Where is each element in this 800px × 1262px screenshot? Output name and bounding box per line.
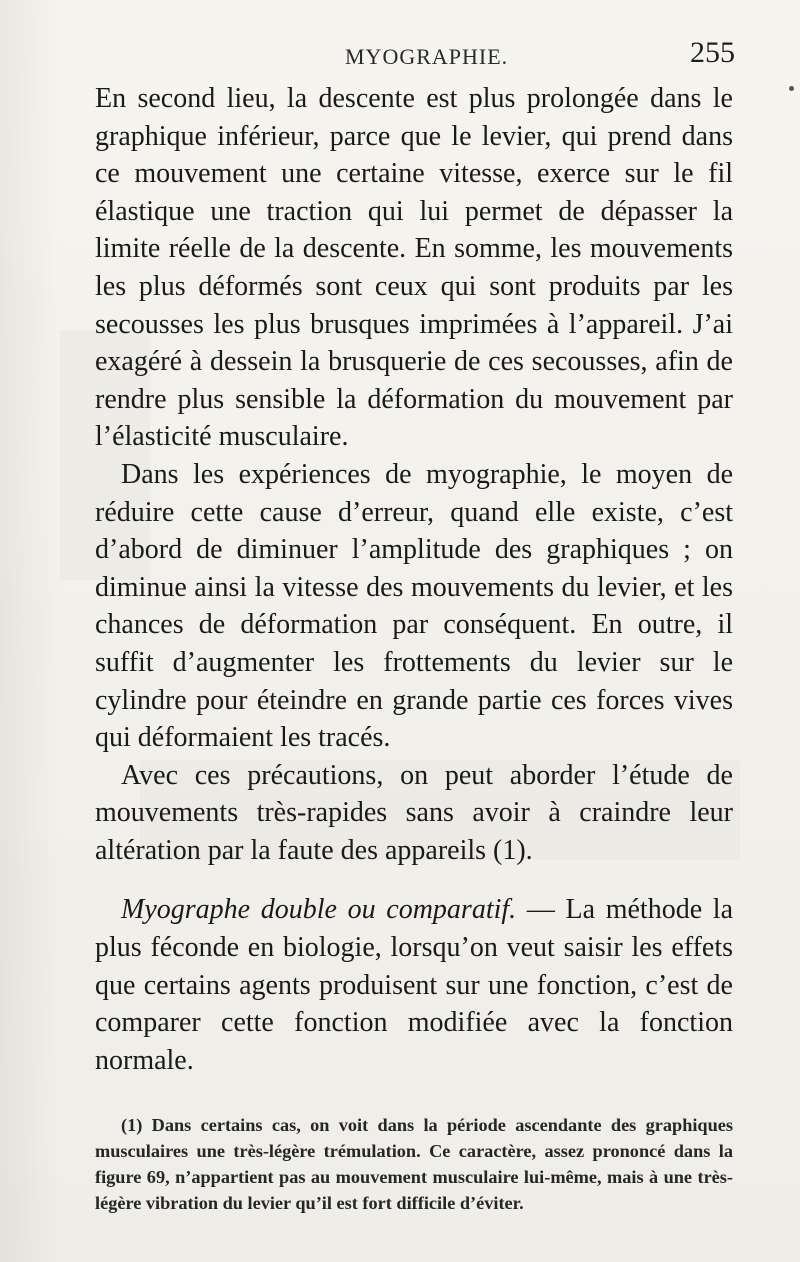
paragraph-2: Dans les expériences de myographie, le moyen de réduire cette cause d’erreur, quand elle existe, c’est d’abord de diminuer l’amplitude des graphiques ; on diminue ainsi la vitesse des mouvements du levier, et les chances de déformation par conséquent. En outre, il suffit d’augmenter les frottements du levier sur le cylindre pour éteindre en grande partie ces forces vives qui déformaient les tracés.	[95, 458, 733, 754]
footnote	[95, 1112, 733, 1216]
paragraph-3: Avec ces précautions, on peut aborder l’étude de mouvements très-rapides sans avoir à craindre leur altération par la faute des appareils (1).	[95, 759, 733, 866]
running-title: MYOGRAPHIE.	[345, 44, 509, 69]
section-heading: Myographe double ou comparatif.	[121, 894, 517, 926]
paragraph-4	[95, 891, 733, 1079]
page-header	[95, 38, 735, 78]
ink-speck	[789, 86, 794, 91]
page-number: 255	[690, 36, 735, 69]
paragraph-4-body: — La méthode la plus féconde en biologie, lorsqu’on veut saisir les effets que certains agents produisent sur une fonction, c’est de comparer cette fonction modifiée avec la fonction normale.	[95, 894, 733, 1076]
paragraph-1: En second lieu, la descente est plus prolongée dans le graphique inférieur, parce que le levier, qui prend dans ce mouvement une certaine vitesse, exerce sur le fil élastique une traction qui lui permet de dépasser la limite réelle de la descente. En somme, les mouvements les plus déformés sont ceux qui sont produits par les secousses les plus brusques imprimées à l’appareil. J’ai exagéré à dessein la brusquerie de ces secousses, afin de rendre plus sensible la déformation du mouvement par l’élasticité musculaire.	[95, 83, 733, 453]
paragraph-spacer	[95, 869, 733, 891]
footnote-text: (1) Dans certains cas, on voit dans la période ascendante des graphiques musculaires une très-légère trémulation. Ce caractère, assez prononcé dans la figure 69, n’appartient pas au mouvement musculaire lui-même, mais à une très-légère vibration du levier qu’il est fort difficile d’éviter.	[95, 1115, 733, 1213]
main-text	[95, 80, 733, 1079]
